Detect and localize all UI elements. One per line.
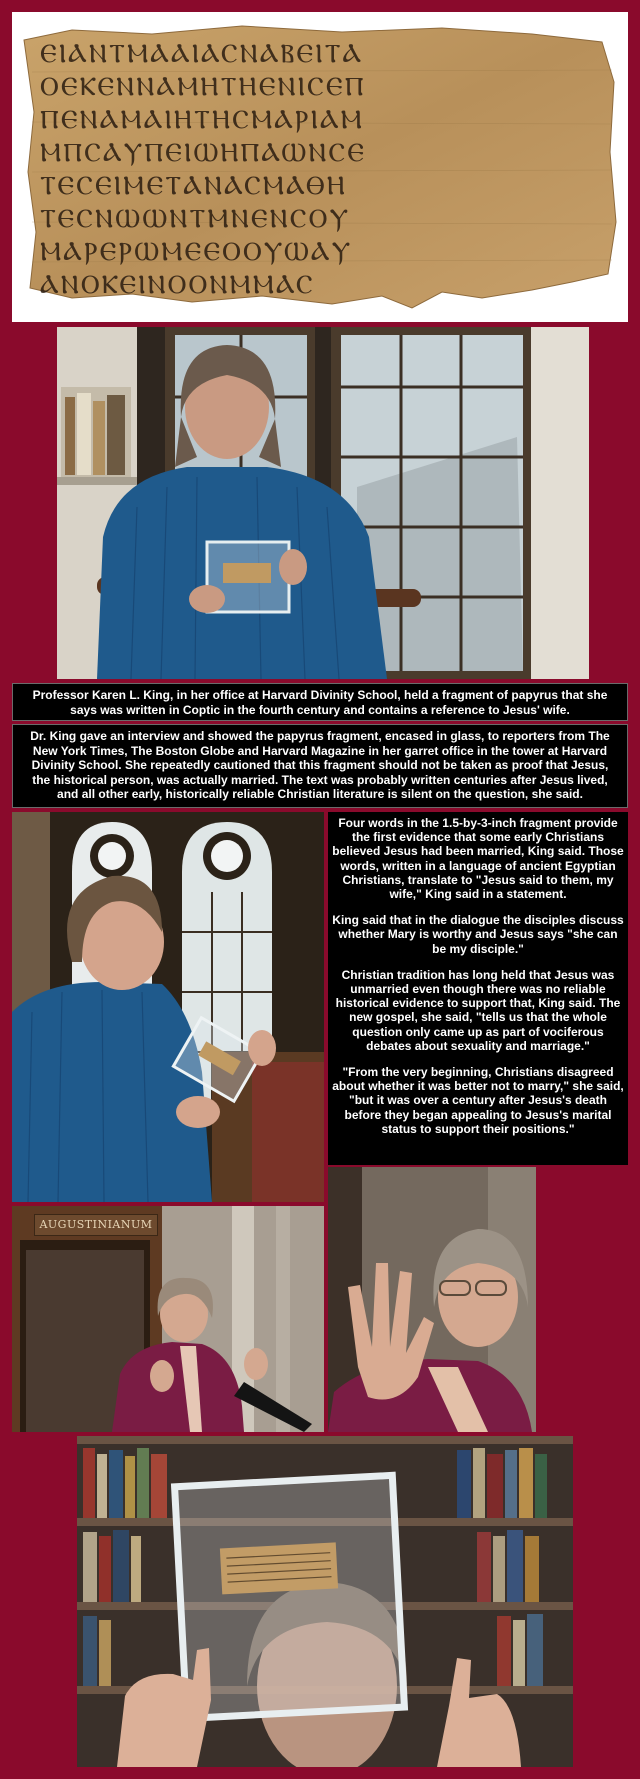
- papyrus-row: ⲘⲠⲤⲀⲨⲠⲈⲒⲰⲎⲠⲀⲰⲚⲤⲈ: [40, 138, 367, 168]
- panel-paragraph: Christian tradition has long held that Jesus was unmarried even though there was no reliable historical evidence to support that, King said. The new gospel, she said, "tells us that the whole question only came up as part of vociferous debates about sexuality and marriage.": [335, 967, 621, 1053]
- papyrus-row: ⲦⲈⲤⲈⲒⲘⲈⲦⲀⲚⲀⲤⲘⲀⲐⲎ: [40, 171, 347, 201]
- papyrus-row: ⲀⲚⲞⲔⲈⲒⲚⲞⲞⲚⲘⲘⲀⲤ: [40, 270, 315, 300]
- papyrus-row: ⲈⲒⲀⲚⲦⲘⲀⲀⲒⲀⲤⲚⲀⲂⲈⲒⲦⲀ: [40, 39, 364, 69]
- panel-paragraph: "From the very beginning, Christians disagreed about whether it was better not to marry," she said, "but it was over a century after Jesus's death before they began appealing to Jesus's marital status to support their positions.": [332, 1065, 624, 1136]
- papyrus-row: ⲦⲈⲤⲚⲰⲰⲚⲦⲘⲚⲈⲚⲤⲞⲨ: [40, 204, 351, 234]
- papyrus-row: ⲞⲈⲔⲈⲚⲚⲀⲘⲎⲦⲎⲈⲚⲒⲤⲈⲠ: [40, 72, 366, 102]
- papyrus-text: [40, 38, 610, 302]
- papyrus-fragment-image: [12, 12, 628, 322]
- gesture-closeup-photo: [328, 1167, 536, 1432]
- gothic-window-photo: [12, 812, 324, 1202]
- caption-text: Dr. King gave an interview and showed the papyrus fragment, encased in glass, to reporters from The New York Times, The Boston Globe and Harvard Magazine in her garret office in the tower at Harvard Divinity School. She repeatedly cautioned that this fragment should not be taken as proof that Jesus, the historical person, was actually married. The text was probably written centuries after Jesus lived, and all other early, historically reliable Christian literature is silent on the question, she said.: [30, 729, 610, 802]
- papyrus-row: ⲠⲈⲚⲀⲘⲀⲒⲎⲦⲎⲤⲘⲀⲢⲒⲀⲘ: [40, 105, 364, 135]
- office-window-photo: [57, 327, 589, 679]
- panel-paragraph: King said that in the dialogue the disciples discuss whether Mary is worthy and Jesus says "she can be my disciple.": [332, 913, 624, 956]
- papyrus-row: ⲘⲀⲢⲈⲢⲰⲘⲈⲈⲞⲞⲨⲰⲀⲨ: [40, 237, 353, 267]
- caption-text: Professor Karen L. King, in her office at Harvard Divinity School, held a fragment of papyrus that she says was written in Coptic in the fourth century and contains a reference to Jesus' wife.: [32, 688, 608, 717]
- fragment-closeup-photo: [77, 1436, 573, 1767]
- building-entrance-photo: [12, 1206, 324, 1432]
- interview-caption: [12, 724, 628, 808]
- building-sign-text: AUGUSTINIANUM: [39, 1218, 153, 1231]
- building-sign: [34, 1214, 158, 1236]
- panel-paragraph: Four words in the 1.5-by-3-inch fragment provide the first evidence that some early Christians believed Jesus had been married, King said. Those words, written in a language of ancient Egyptian Christians, translate to "Jesus said to them, my wife," King said in a statement.: [332, 816, 624, 902]
- photo-caption: [12, 683, 628, 721]
- article-text-panel: [328, 812, 628, 1165]
